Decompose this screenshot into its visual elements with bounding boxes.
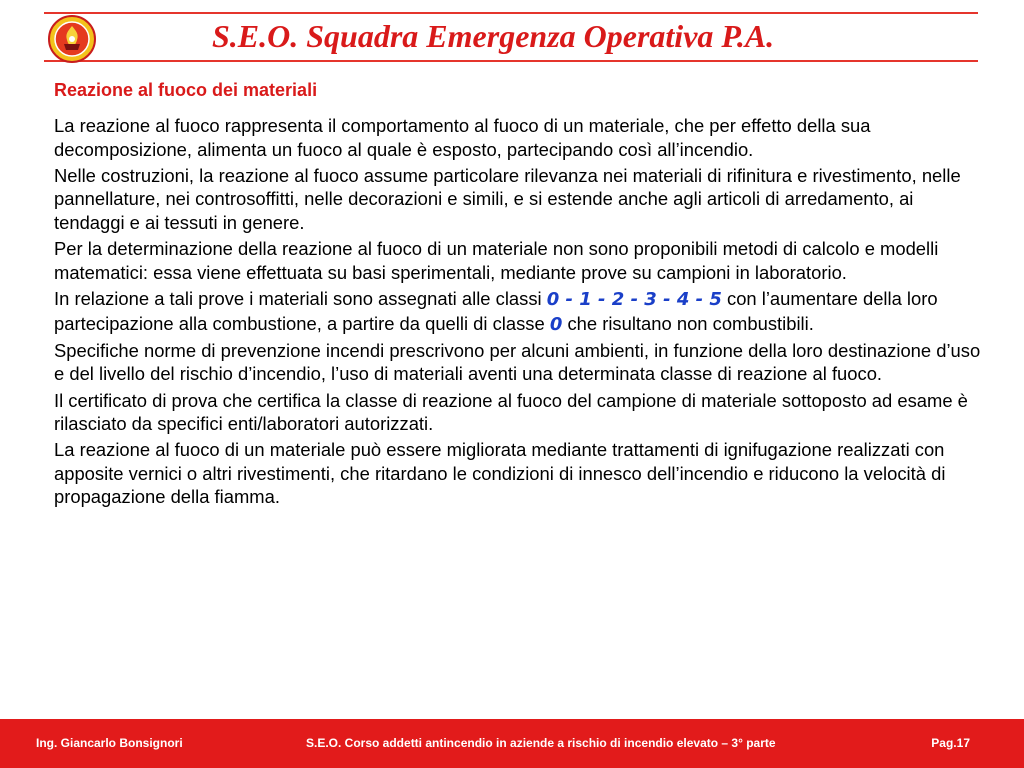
footer-bar [0,719,1024,768]
paragraph-4 [54,287,984,336]
paragraph-7: La reazione al fuoco di un materiale può essere migliorata mediante trattamenti di ignifugazione realizzati con apposite vernici o altri rivestimenti, che ritardano le condizioni di innesco dell’incendio e riducono la velocità di propagazione della fiamma. [54,439,946,508]
paragraph-5: Specifiche norme di prevenzione incendi prescrivono per alcuni ambienti, in funzione della loro destinazione d’uso e del livello del rischio d’incendio, l’uso di materiali aventi una determinata classe di reazione al fuoco. [54,339,981,385]
class-zero: 0 [549,313,563,335]
header-top-rule [44,12,978,14]
paragraph-6: Il certificato di prova che certifica la classe di reazione al fuoco del campione di materiale sottoposto ad esame è rilasciato da specifici enti/laboratori autorizzati. [54,389,968,435]
paragraph-1: La reazione al fuoco rappresenta il comportamento al fuoco di un materiale, che per effetto della sua decomposizione, alimenta un fuoco al quale è esposto, partecipando così all’incendio. [54,115,871,160]
paragraph-4-text-c: che risultano non combustibili. [562,312,814,334]
paragraph-4-text-a: In relazione a tali prove i materiali sono assegnati alle classi [54,287,547,309]
fire-brigade-emblem-icon [46,14,98,64]
reaction-classes: 0 - 1 - 2 - 3 - 4 - 5 [546,288,722,310]
footer-author: Ing. Giancarlo Bonsignori [36,736,183,750]
section-title: Reazione al fuoco dei materiali [54,80,318,100]
paragraph-2: Nelle costruzioni, la reazione al fuoco assume particolare rilevanza nei materiali di rifinitura e rivestimento, nelle pannellature, nei controsoffitti, nelle decorazioni e simili, e si estende anche agli articoli di arredamento, ai tendaggi e ai tessuti in genere. [54,164,961,233]
paragraph-4-text-b: con l’aumentare della loro partecipazione alla combustione, a partire da quelli di classe [54,287,938,334]
paragraph-3: Per la determinazione della reazione al fuoco di un materiale non sono proponibili metodi di calcolo e modelli matematici: essa viene effettuata su basi sperimentali, mediante prove su campioni in laboratorio. [54,238,939,283]
page-title: S.E.O. Squadra Emergenza Operativa P.A. [212,18,775,54]
footer-page-number: Pag.17 [931,736,970,750]
footer-course: S.E.O. Corso addetti antincendio in aziende a rischio di incendio elevato – 3° parte [306,736,776,750]
body-text [54,114,984,512]
header-bottom-rule [44,60,978,62]
